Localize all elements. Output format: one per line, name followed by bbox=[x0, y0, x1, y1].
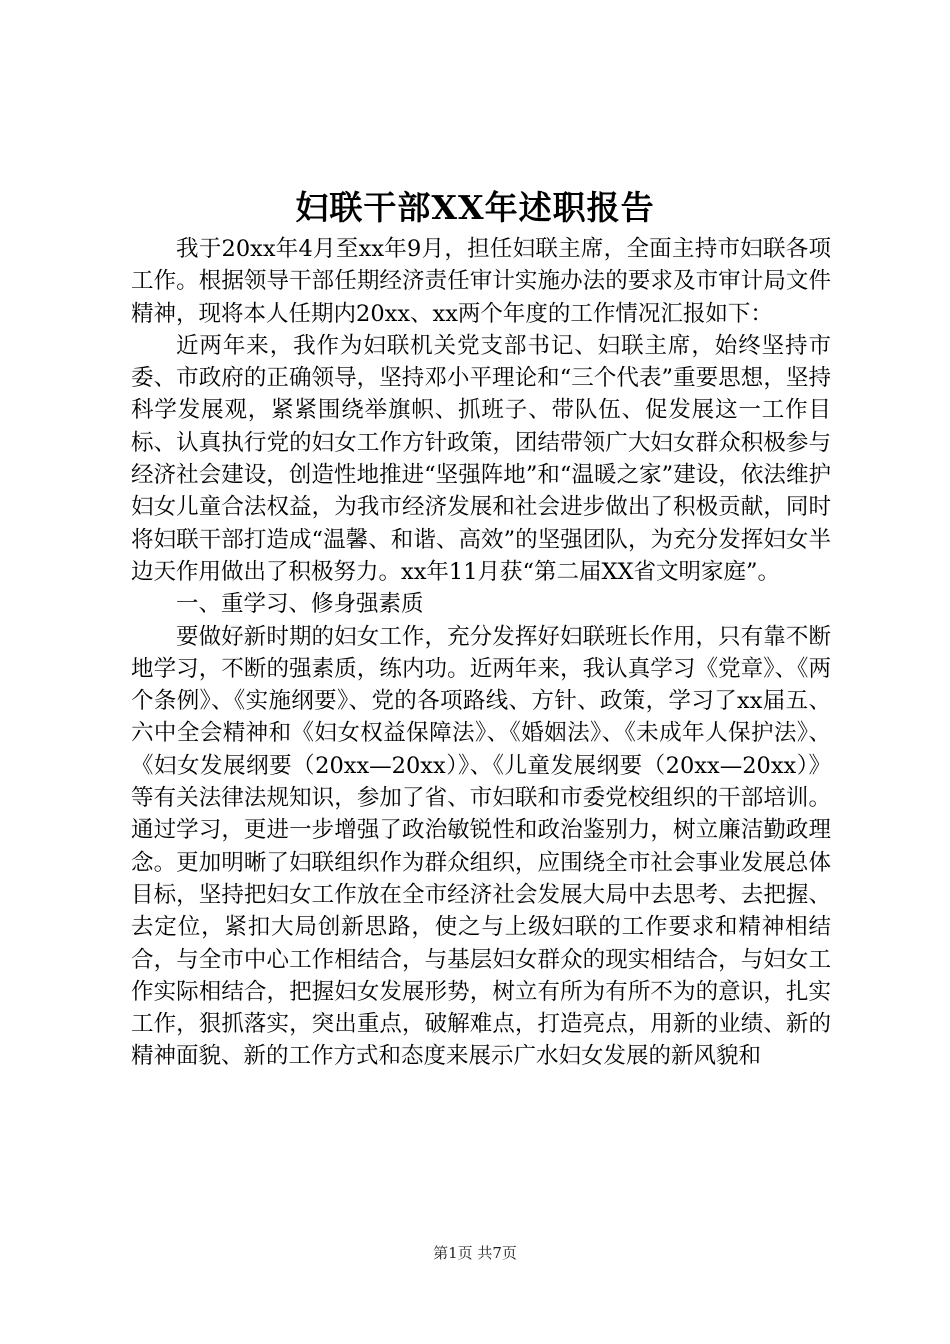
page-footer: 第1页 共7页 bbox=[433, 1244, 517, 1262]
paragraph-intro: 我于20xx年4月至xx年9月，担任妇联主席，全面主持市妇联各项工作。根据领导干部任期经济责任审计实施办法的要求及市审计局文件精神，现将本人任期内20xx、xx两个年度的工作情况汇报如下： bbox=[131, 236, 831, 327]
paragraph-study: 要做好新时期的妇女工作，充分发挥好妇联班长作用，只有靠不断地学习，不断的强素质，练内功。近两年来，我认真学习《党章》、《两个条例》、《实施纲要》、党的各项路线、方针、政策，学习了xx届五、六中全会精神和《妇女权益保障法》、《婚姻法》、《未成年人保护法》、《妇女发展纲要（20xx—20xx）》、《儿童发展纲要（20xx—20xx）》等有关法律法规知识，参加了省、市妇联和市委党校组织的干部培训。通过学习，更进一步增强了政治敏锐性和政治鉴别力，树立廉洁勤政理念。更加明晰了妇联组织作为群众组织，应围绕全市社会事业发展总体目标，坚持把妇女工作放在全市经济社会发展大局中去思考、去把握、去定位，紧扣大局创新思路，使之与上级妇联的工作要求和精神相结合，与全市中心工作相结合，与基层妇女群众的现实相结合，与妇女工作实际相结合，把握妇女发展形势，树立有所为有所不为的意识，扎实工作，狠抓落实，突出重点，破解难点，打造亮点，用新的业绩、新的精神面貌、新的工作方式和态度来展示广水妇女发展的新风貌和 bbox=[131, 623, 831, 1070]
document-body bbox=[131, 233, 831, 1073]
paragraph-overview: 近两年来，我作为妇联机关党支部书记、妇联主席，始终坚持市委、市政府的正确领导，坚持邓小平理论和“三个代表”重要思想，坚持科学发展观，紧紧围绕举旗帜、抓班子、带队伍、促发展这一工作目标、认真执行党的妇女工作方针政策，团结带领广大妇女群众积极参与经济社会建设，创造性地推进“坚强阵地”和“温暖之家”建设，依法维护妇女儿童合法权益，为我市经济发展和社会进步做出了积极贡献，同时将妇联干部打造成“温馨、和谐、高效”的坚强团队，为充分发挥妇女半边天作用做出了积极努力。xx年11月获“第二届XX省文明家庭”。 bbox=[131, 332, 831, 585]
section-heading: 一、重学习、修身强素质 bbox=[176, 591, 424, 618]
page-title: 妇联干部XX年述职报告 bbox=[295, 188, 655, 227]
